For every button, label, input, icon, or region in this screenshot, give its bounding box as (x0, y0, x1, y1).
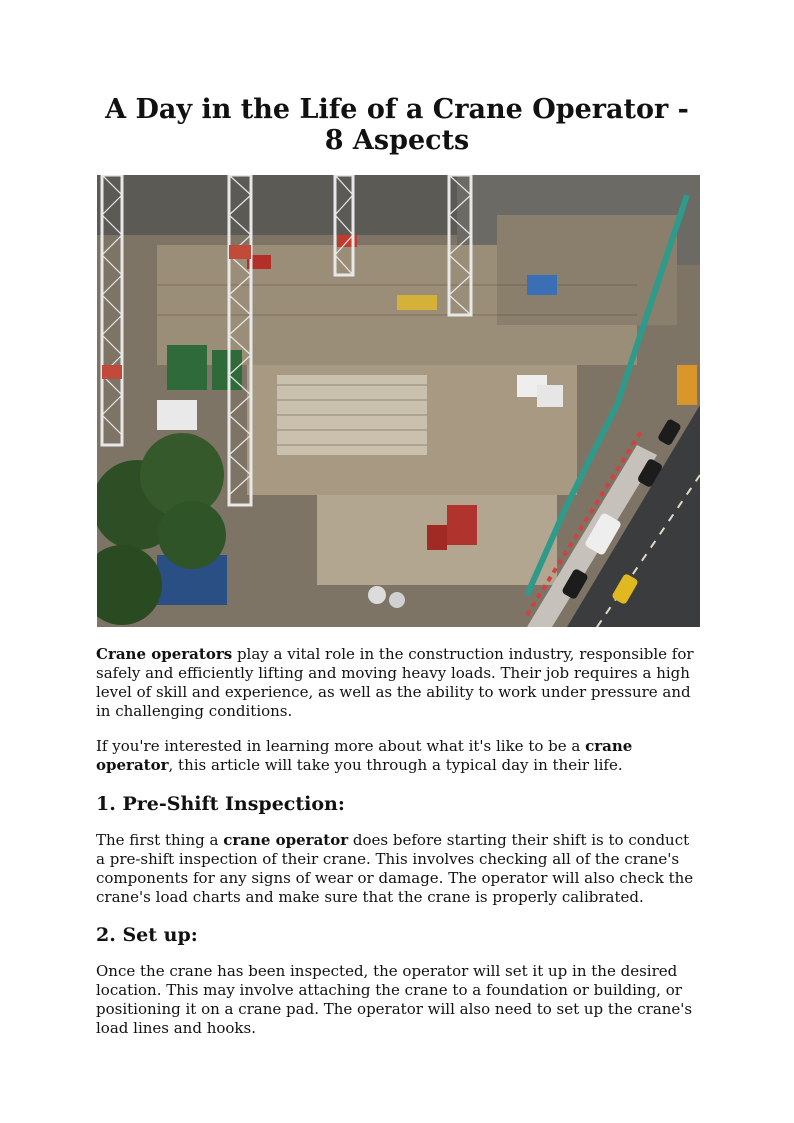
section-1-text-before: The first thing a (96, 831, 224, 849)
interest-bold-term: crane operator (96, 737, 633, 774)
construction-site-photo (97, 175, 700, 627)
section-1-paragraph (96, 831, 702, 907)
section-2-paragraph: Once the crane has been inspected, the operator will set it up in the desired location. This may involve attaching the crane to a foundation or building, or positioning it on a crane pad. The operator will also need to set up the crane's load lines and hooks. (96, 962, 693, 1037)
interest-paragraph (96, 737, 702, 775)
interest-text-after: , this article will take you through a typical day in their life. (168, 756, 623, 774)
section-1-heading: 1. Pre-Shift Inspection: (96, 793, 345, 815)
intro-bold-term: Crane operators (96, 645, 233, 663)
section-1-text-after: does before starting their shift is to conduct a pre-shift inspection of their crane. This involves checking all of the crane's components for any signs of wear or damage. The operator will also check the crane's load charts and make sure that the crane is properly calibrated. (96, 831, 694, 906)
section-2-heading: 2. Set up: (96, 924, 198, 946)
intro-text: play a vital role in the construction industry, responsible for safely and efficiently lifting and moving heavy loads. Their job requires a high level of skill and experience, as well as the ability to work under pressure and in challenging conditions. (96, 645, 694, 720)
intro-paragraph (96, 645, 702, 721)
article-title: A Day in the Life of a Crane Operator - 8 Aspects (105, 94, 689, 156)
section-1-bold-term: crane operator (223, 831, 349, 849)
interest-text-before: If you're interested in learning more about what it's like to be a (96, 737, 586, 755)
construction-site-illustration (97, 175, 700, 627)
